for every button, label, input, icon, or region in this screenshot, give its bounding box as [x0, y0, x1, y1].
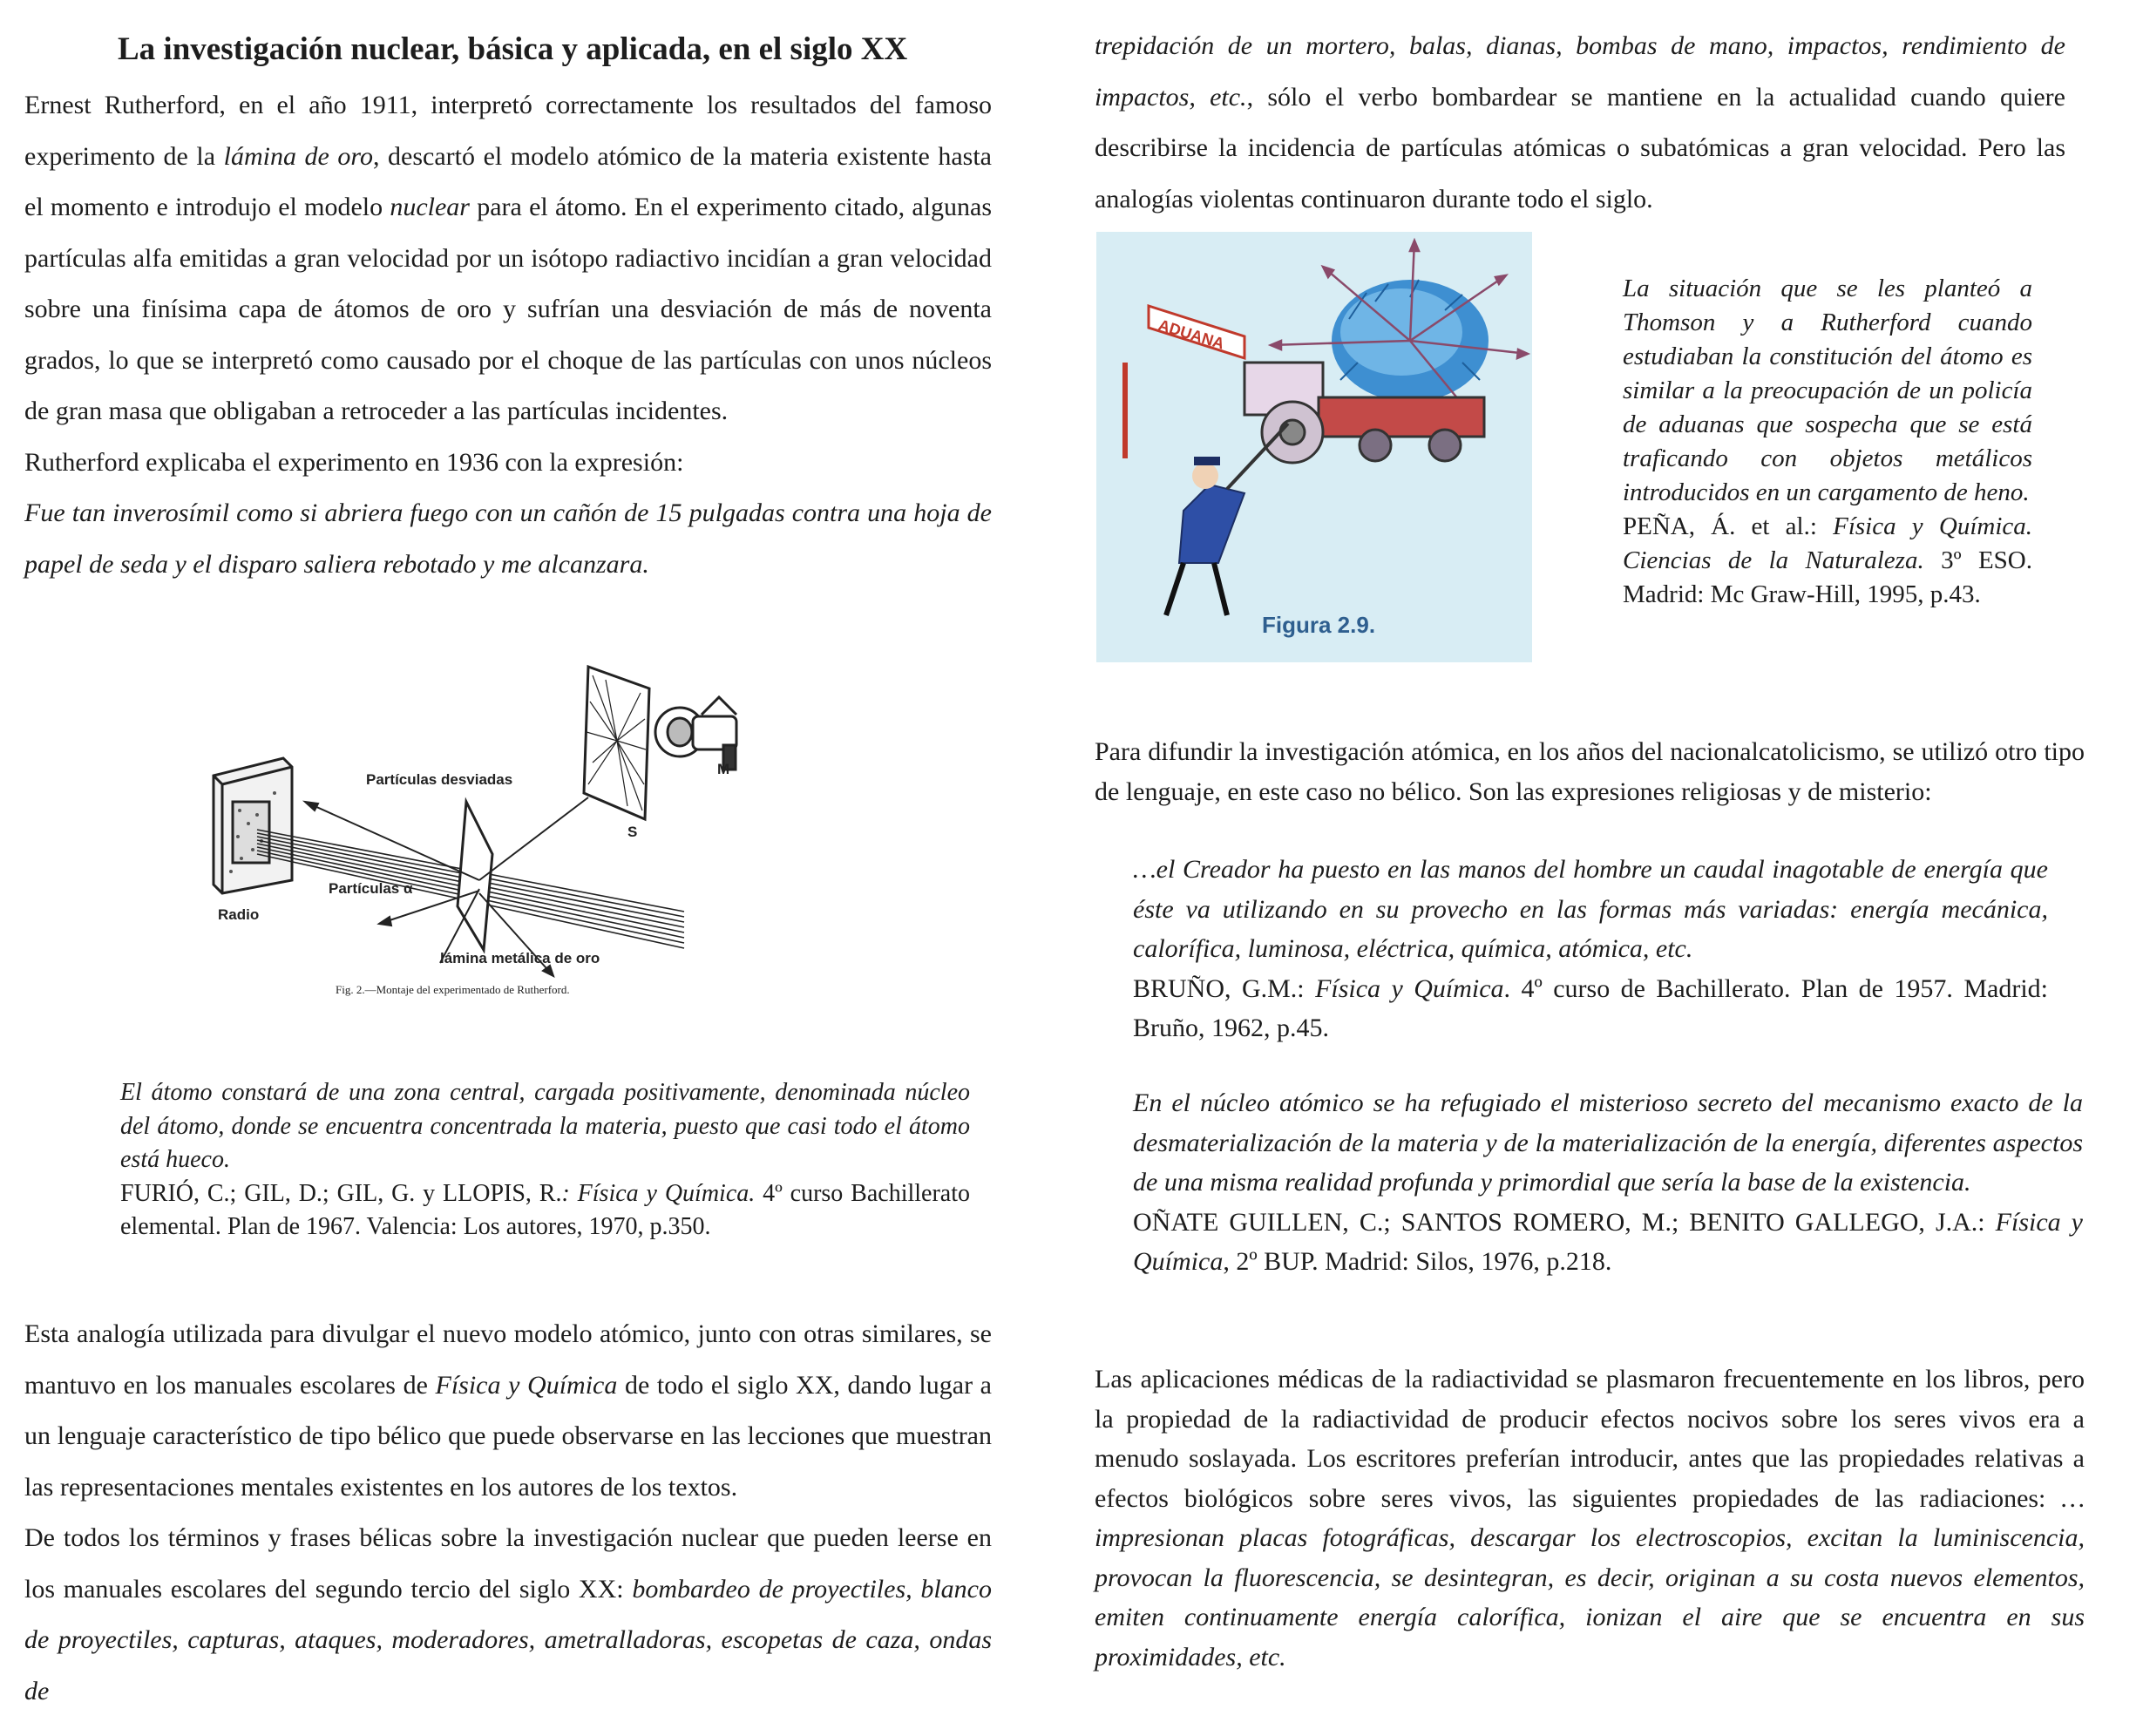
page-title: La investigación nuclear, básica y aplicada, en el siglo XX	[118, 31, 908, 67]
radium-source-icon	[214, 758, 292, 893]
rutherford-experiment-figure	[196, 662, 754, 1011]
quote-onate: En el núcleo atómico se ha refugiado el misterioso secreto del mecanismo exacto de la desmaterialización de la materia y de la materialización de la energía, diferentes aspectos de una misma realidad profunda y primordial que sería la base de la existencia. OÑATE GUILLEN, C.; SANTOS ROMERO, M.; BENITO GALLEGO, J.A.: Física y Química, 2º BUP. Madrid: Silos, 1976, p.218.	[1133, 1088, 2083, 1276]
label-lamina: lámina metálica de oro	[440, 950, 600, 966]
label-particulas-alpha: Partículas α	[329, 880, 413, 897]
label-particulas-desviadas: Partículas desviadas	[366, 771, 513, 788]
paragraph-continuacion: trepidación de un mortero, balas, dianas, bombas de mano, impactos, rendimiento de impactos, etc., sólo el verbo bombardear se mantiene en la actualidad cuando quiere describirse la incidencia de partículas atómicas o subatómicas a gran velocidad. Pero las analogías violentas continuaron durante todo el siglo.	[1095, 31, 2065, 214]
label-radio: Radio	[218, 906, 260, 923]
paragraph-nacionalcatolicismo: Para difundir la investigación atómica, en los años del nacionalcatolicismo, se utilizó otro tipo de lenguaje, en este caso no bélico. Son las expresiones religiosas y de misterio:	[1095, 737, 2085, 806]
label-s: S	[627, 824, 638, 840]
paragraph-expression: Rutherford explicaba el experimento en 1936 con la expresión:	[24, 447, 684, 477]
customs-cartoon-figure	[1096, 232, 1532, 662]
microscope-m-icon	[655, 697, 736, 770]
gold-foil	[458, 802, 492, 950]
paragraph-rutherford: Ernest Rutherford, en el año 1911, interpretó correctamente los resultados del famoso experimento de la lámina de oro, descartó el modelo atómico de la materia existente hasta el momento e introdujo el modelo nuclear para el átomo. En el experimento citado, algunas partículas alfa emitidas a gran velocidad por un isótopo radiactivo incidían a gran velocidad sobre una finísima capa de átomos de oro y sufrían una desviación de más de noventa grados, lo que se interpretó como causado por el choque de las partículas con unos núcleos de gran masa que obligaban a retroceder a las partículas incidentes. Rutherford explicaba el experimento en 1936 con la expresión: Fue tan inverosímil como si abriera fuego con un cañón de 15 pulgadas contra una hoja de papel de seda y el disparo saliera rebotado y me alcanzara.	[24, 80, 992, 590]
figure2-caption: Figura 2.9.	[1262, 612, 1376, 638]
quote-pena: La situación que se les planteó a Thomson y a Rutherford cuando estudiaban la constitución del átomo es similar a la preocupación de un policía de aduanas que sospecha que se está traficando con objetos metálicos introducidos en un cargamento de heno. PEÑA, Á. et al.: Física y Química. Ciencias de la Naturaleza. 3º ESO. Madrid: Mc Graw-Hill, 1995, p.43.	[1623, 275, 2032, 608]
paragraph-aplicaciones-medicas: Las aplicaciones médicas de la radiactividad se plasmaron frecuentemente en los libros, pero la propiedad de la radiactividad de producir efectos nocivos sobre los seres vivos era a menudo soslayada. Los escritores preferían introducir, antes que las propiedades relativas a efectos biológicos sobre seres vivos, las siguientes propiedades de las radiaciones: …impresionan placas fotográficas, descargar los electroscopios, excitan la luminiscencia, provocan la fluorescencia, se desintegran, es decir, originan a su costa nuevos elementos, emiten continuamente energía calorífica, ionizan el aire que se encuentra en sus proximidades, etc.	[1095, 1365, 2085, 1672]
quote-bruno: …el Creador ha puesto en las manos del hombre un caudal inagotable de energía que éste va utilizando en su provecho en las formas más variadas: energía mecánica, calorífica, luminosa, eléctrica, química, atómica, etc. BRUÑO, G.M.: Física y Química. 4º curso de Bachillerato. Plan de 1957. Madrid: Bruño, 1962, p.45.	[1133, 855, 2048, 1042]
label-m: M	[717, 761, 730, 777]
aduana-label: ADUANA	[1156, 315, 1227, 353]
paragraph-terminos-belicos: De todos los términos y frases bélicas sobre la investigación nuclear que pueden leerse en los manuales escolares del segundo tercio del siglo XX: bombardeo de proyectiles, blanco de proyectiles, capturas, ataques, moderadores, ametralladoras, escopetas de caza, ondas de	[24, 1523, 992, 1705]
quote-furio: El átomo constará de una zona central, cargada positivamente, denominada núcleo del átomo, donde se encuentra concentrada la materia, puesto que casi todo el átomo está hueco. FURIÓ, C.; GIL, D.; GIL, G. y LLOPIS, R.: Física y Química. 4º curso Bachillerato elemental. Plan de 1967. Valencia: Los autores, 1970, p.350.	[120, 1079, 970, 1240]
paragraph-analogia: Esta analogía utilizada para divulgar el nuevo modelo atómico, junto con otras similares, se mantuvo en los manuales escolares de Física y Química de todo el siglo XX, dando lugar a un lenguaje característico de tipo bélico que puede observarse en las lecciones que muestran las representaciones mentales existentes en los autores de los textos. De todos los términos y frases bélicas sobre la investigación nuclear que pueden leerse en los manuales escolares del segundo tercio del siglo XX: bombardeo de proyectiles, blanco de proyectiles, capturas, ataques, moderadores, ametralladoras, escopetas de caza, ondas de	[24, 1309, 992, 1717]
rutherford-quote: Fue tan inverosímil como si abriera fuego con un cañón de 15 pulgadas contra una hoja de papel de seda y el disparo saliera rebotado y me alcanzara.	[24, 498, 992, 579]
figure1-caption: Fig. 2.—Montaje del experimentado de Rutherford.	[336, 983, 570, 996]
screen-s	[584, 667, 649, 819]
